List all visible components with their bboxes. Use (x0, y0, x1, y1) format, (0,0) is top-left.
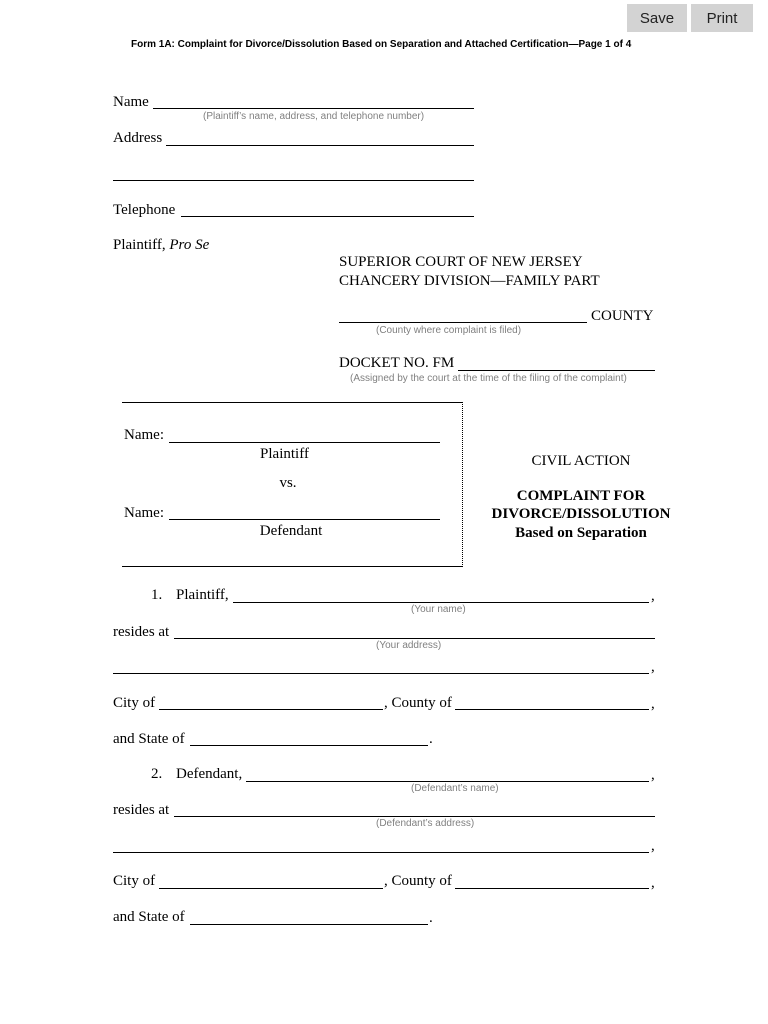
section2-county-underline (455, 888, 649, 889)
save-button[interactable]: Save (627, 4, 687, 32)
caption-vs: vs. (279, 475, 297, 491)
complaint-title-line1: COMPLAINT FOR (516, 488, 646, 504)
section1-resides-label: resides at (113, 624, 170, 640)
section2-address-underline-2 (113, 852, 649, 853)
section2-county-comma: , (651, 875, 655, 891)
section2-resides-label: resides at (113, 802, 170, 818)
section2-address-input-2[interactable] (113, 836, 649, 852)
section1-county-comma: , (651, 696, 655, 712)
section1-state-underline (190, 745, 428, 746)
pro-se-prefix: Plaintiff, (113, 237, 166, 253)
section2-state-period: . (429, 910, 433, 926)
plaintiff-name-input[interactable] (153, 92, 474, 108)
county-underline (339, 322, 587, 323)
section2-city-underline (159, 888, 383, 889)
section1-plaintiff-name-input[interactable] (233, 586, 649, 602)
plaintiff-name-hint: (Plaintiff’s name, address, and telephone number) (203, 111, 425, 122)
section1-state-period: . (429, 731, 433, 747)
docket-underline (458, 370, 655, 371)
county-label: COUNTY (591, 308, 654, 324)
docket-hint: (Assigned by the court at the time of the filing of the complaint) (350, 373, 627, 384)
section1-state-label: and State of (113, 731, 185, 747)
section2-county-label: , County of (384, 873, 452, 889)
caption-name-label-2: Name: (124, 505, 164, 521)
caption-plaintiff-role: Plaintiff (260, 446, 309, 462)
section2-state-input[interactable] (190, 908, 428, 924)
section2-address-input-1[interactable] (174, 800, 655, 816)
section2-county-input[interactable] (455, 872, 649, 888)
section1-party-label: Plaintiff, (176, 587, 229, 603)
section2-name-hint: (Defendant’s name) (411, 783, 499, 794)
plaintiff-address-input-2[interactable] (113, 164, 474, 180)
section1-name-hint: (Your name) (411, 604, 466, 615)
section2-address-comma: , (651, 838, 655, 854)
court-name-line1: SUPERIOR COURT OF NEW JERSEY (339, 254, 583, 270)
section1-address-underline-2 (113, 673, 649, 674)
caption-plaintiff-name-input[interactable] (169, 426, 440, 442)
section1-number: 1. (151, 587, 163, 603)
address-underline-1 (166, 145, 474, 146)
section2-number: 2. (151, 766, 163, 782)
section2-name-comma: , (651, 767, 655, 783)
telephone-underline (181, 216, 474, 217)
form-header-title: Form 1A: Complaint for Divorce/Dissolution Based on Separation and Attached Certification—Page 1 of 4 (131, 39, 632, 50)
section1-city-underline (159, 709, 383, 710)
section2-defendant-name-input[interactable] (246, 765, 649, 781)
print-button[interactable]: Print (691, 4, 753, 32)
court-name-line2: CHANCERY DIVISION—FAMILY PART (339, 273, 600, 289)
complaint-title-line2: DIVORCE/DISSOLUTION (491, 506, 671, 522)
pro-se-line (113, 237, 209, 254)
complaint-title-line3: Based on Separation (515, 525, 647, 541)
caption-defendant-role: Defendant (259, 523, 323, 539)
section1-address-underline-1 (174, 638, 655, 639)
county-hint: (County where complaint is filed) (376, 325, 522, 336)
plaintiff-address-input-1[interactable] (166, 129, 474, 145)
section1-name-underline (233, 602, 649, 603)
docket-input[interactable] (458, 354, 655, 370)
caption-name-label-1: Name: (124, 427, 164, 443)
section2-name-underline (246, 781, 649, 782)
address-label: Address (113, 130, 163, 146)
section2-city-input[interactable] (159, 872, 383, 888)
caption-defendant-underline (169, 519, 440, 520)
pro-se-italic: Pro Se (169, 237, 210, 253)
telephone-label: Telephone (113, 202, 176, 218)
section1-county-input[interactable] (455, 693, 649, 709)
docket-label: DOCKET NO. FM (339, 355, 455, 371)
county-input[interactable] (339, 306, 587, 322)
section2-address-hint: (Defendant’s address) (376, 818, 475, 829)
address-underline-2 (113, 180, 474, 181)
caption-defendant-name-input[interactable] (169, 503, 440, 519)
section2-address-underline-1 (174, 816, 655, 817)
civil-action-label: CIVIL ACTION (531, 453, 631, 469)
section1-state-input[interactable] (190, 729, 428, 745)
section1-address-input-2[interactable] (113, 657, 649, 673)
section2-state-label: and State of (113, 909, 185, 925)
caption-plaintiff-underline (169, 442, 440, 443)
section2-state-underline (190, 924, 428, 925)
section1-address-hint: (Your address) (376, 640, 442, 651)
section1-address-input-1[interactable] (174, 622, 655, 638)
section1-address-comma: , (651, 659, 655, 675)
section1-county-underline (455, 709, 649, 710)
section1-city-input[interactable] (159, 693, 383, 709)
name-label: Name (113, 94, 149, 110)
section1-name-comma: , (651, 588, 655, 604)
section1-county-label: , County of (384, 695, 452, 711)
section2-party-label: Defendant, (176, 766, 243, 782)
section2-city-label: City of (113, 873, 156, 889)
section1-city-label: City of (113, 695, 156, 711)
name-underline (153, 108, 474, 109)
plaintiff-telephone-input[interactable] (181, 200, 474, 216)
